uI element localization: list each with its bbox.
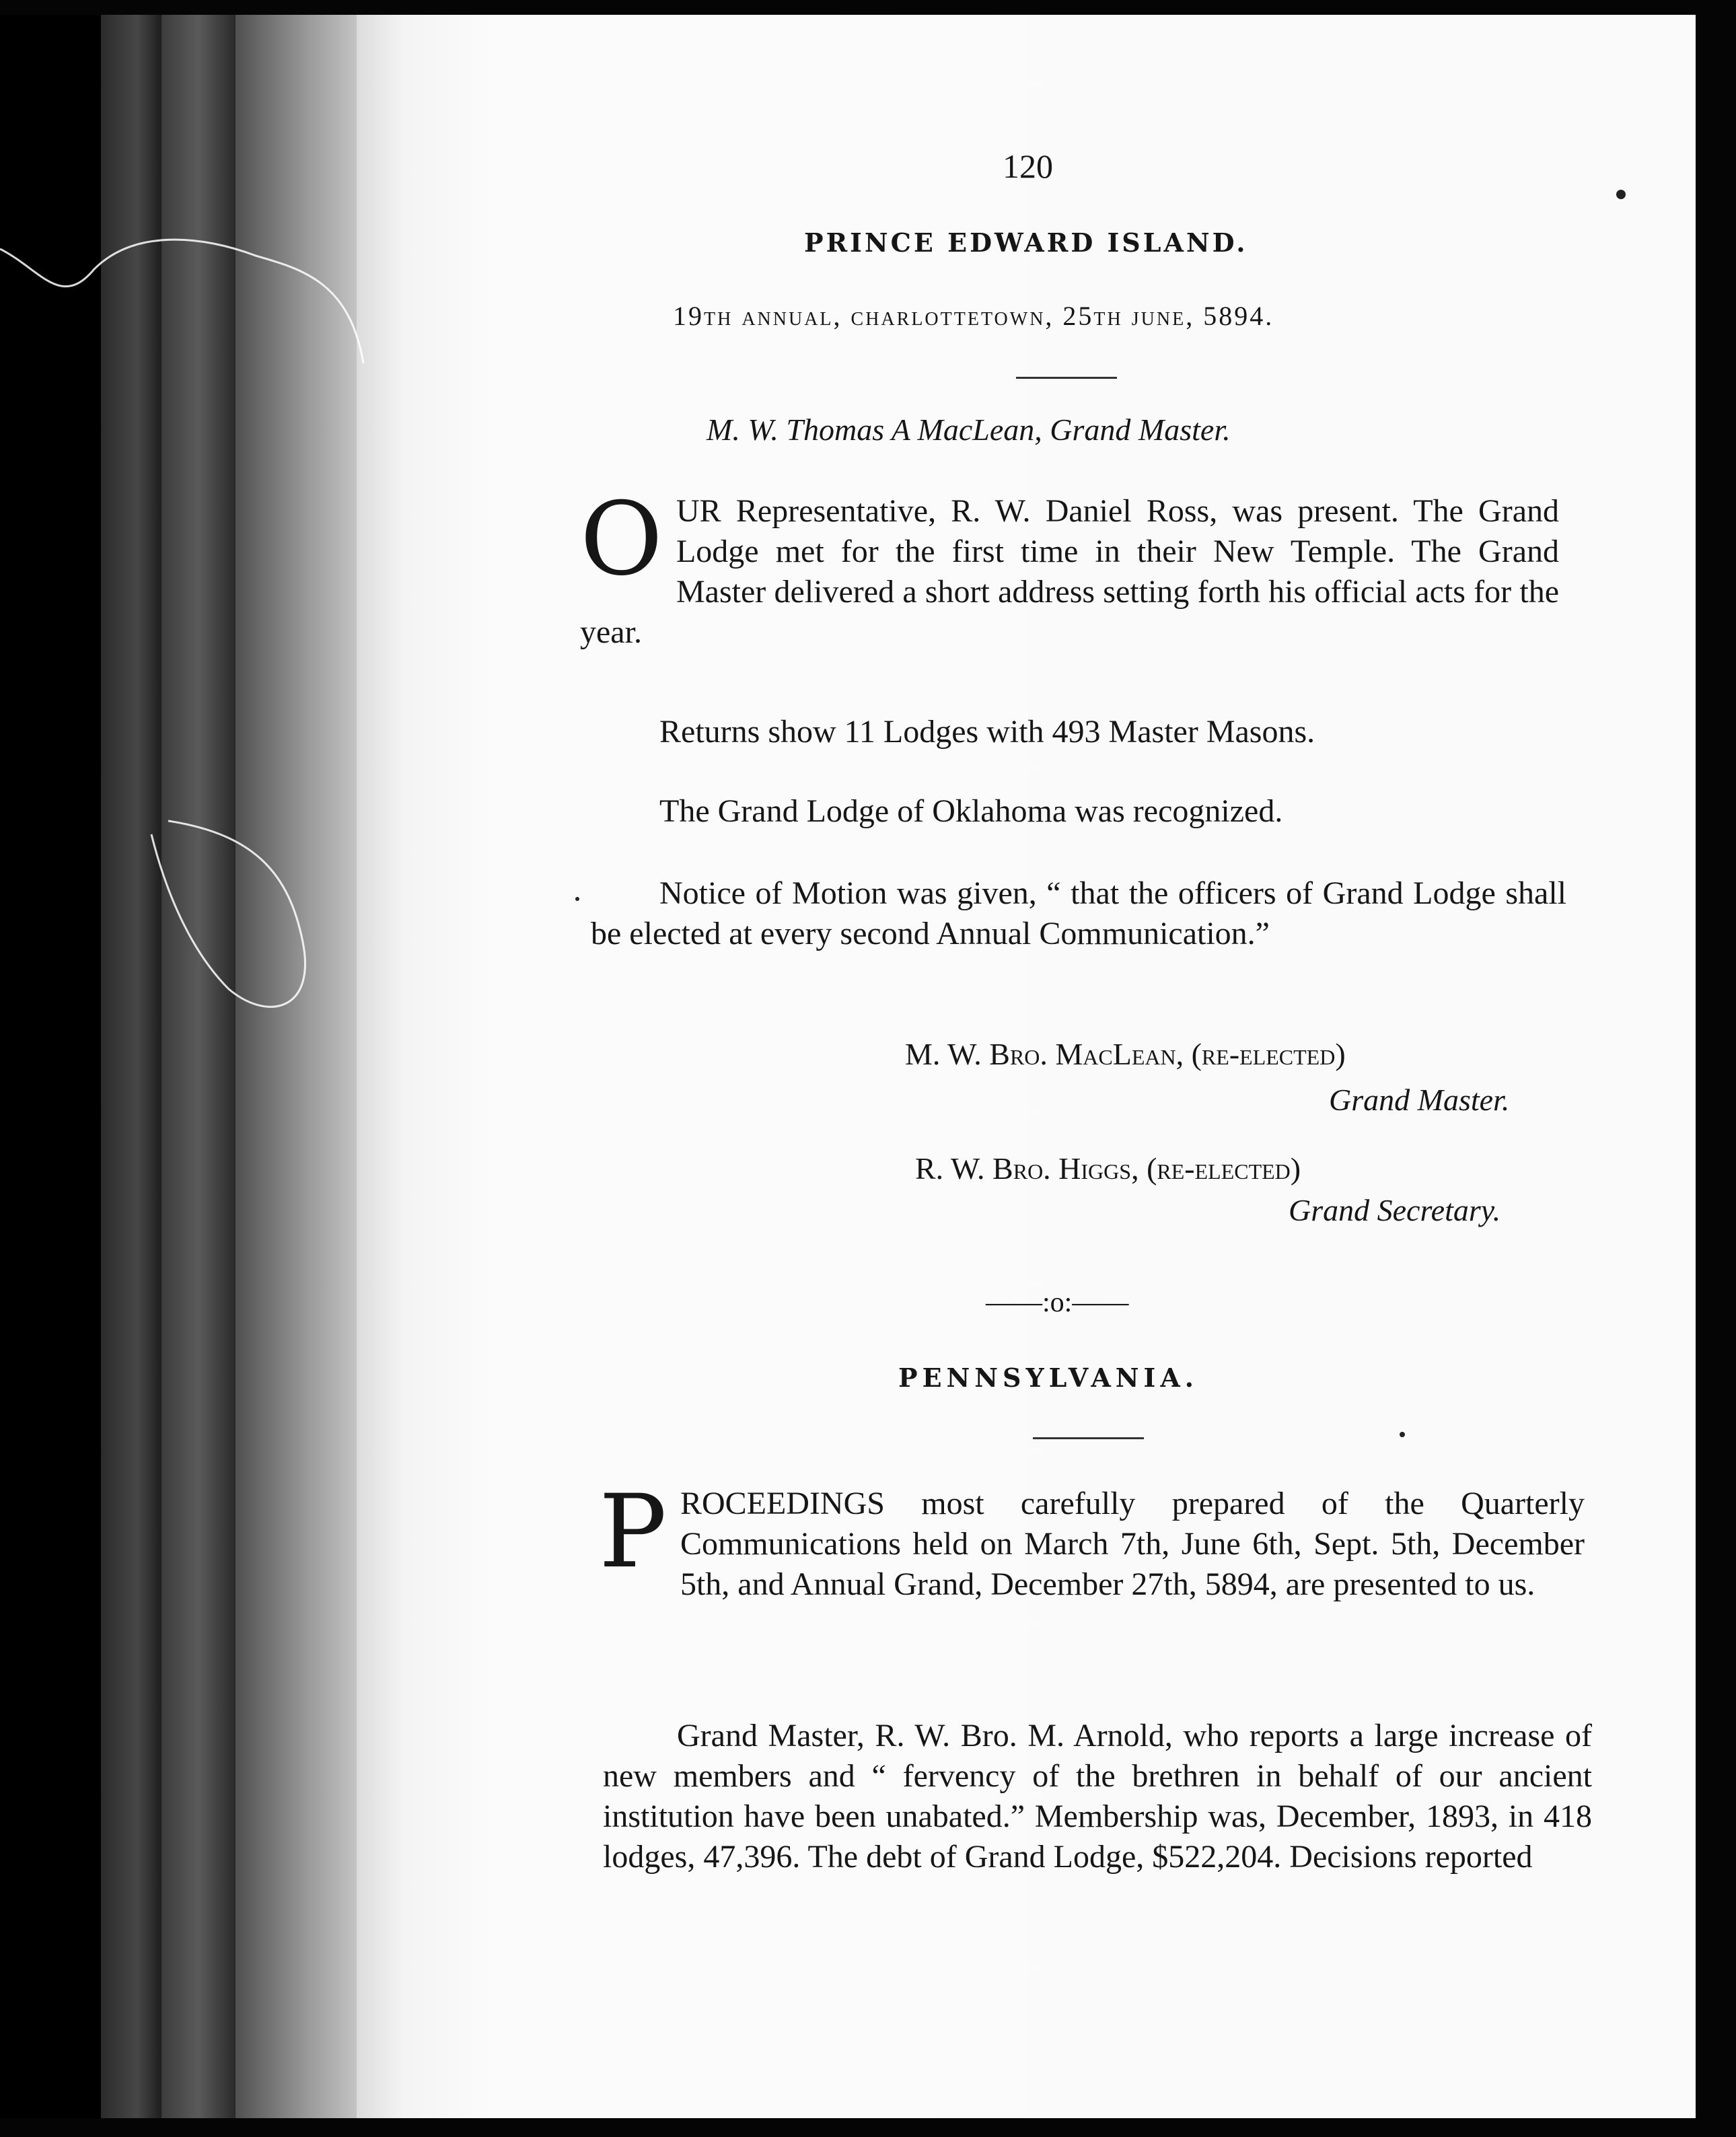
paragraph-recognition: The Grand Lodge of Oklahoma was recognized. — [659, 793, 1283, 829]
stray-thread-marks — [0, 229, 377, 1103]
short-rule — [1033, 1437, 1144, 1439]
scan-border-bottom — [0, 2118, 1736, 2137]
officer-grand-master-title: Grand Master. — [1329, 1083, 1510, 1117]
officer-grand-secretary-name: R. W. Bro. Higgs, (re-elected) — [915, 1151, 1301, 1186]
ink-speck — [1400, 1432, 1405, 1437]
dropcap-p: P — [599, 1474, 667, 1591]
paragraph-representative — [580, 481, 1559, 653]
paragraph-proceedings — [599, 1474, 1585, 1605]
paragraph-text: ROCEEDINGS most carefully prepared of the Quarterly Communications held on March 7th, June 6th, Sept. 5th, December 5th, and Annual Grand, December 27th, 5894, are presented to us. — [680, 1486, 1585, 1602]
ink-speck — [1616, 190, 1626, 199]
short-rule — [1016, 377, 1117, 379]
officer-grand-master-name: M. W. Bro. MacLean, (re-elected) — [905, 1037, 1346, 1071]
section-title-prince-edward-island: PRINCE EDWARD ISLAND. — [804, 227, 1248, 258]
grand-master-line: M. W. Thomas A MacLean, Grand Master. — [707, 412, 1231, 447]
paragraph-notice-of-motion: Notice of Motion was given, “ that the officers of Grand Lodge shall be elected at every second Annual Communication.” — [591, 875, 1566, 951]
officer-grand-secretary-title: Grand Secretary. — [1289, 1193, 1501, 1227]
ink-speck — [575, 897, 579, 901]
paragraph-grand-master-report: Grand Master, R. W. Bro. M. Arnold, who reports a large increase of new members and “ fervency of the brethren in behalf of our ancient institution have been unabated.” Membership was, December, 1893, in 418 lodges, 47,396. The debt of Grand Lodge, $522,204. Decisions reported — [603, 1718, 1592, 1875]
paragraph-returns: Returns show 11 Lodges with 493 Master Masons. — [659, 714, 1315, 750]
paragraph-text: UR Representative, R. W. Daniel Ross, was present. The Grand Lodge met for the first time in their New Temple. The Grand Master delivered a short address setting forth his official acts for the year. — [580, 493, 1559, 650]
page-number: 120 — [1003, 147, 1053, 185]
section-title-pennsylvania: PENNSYLVANIA. — [898, 1363, 1199, 1393]
scan-border-top — [0, 0, 1736, 15]
section-separator: ——:o:—— — [986, 1287, 1129, 1318]
scan-border-right — [1696, 0, 1736, 2137]
meeting-info: 19th annual, charlottetown, 25th june, 5894. — [673, 301, 1274, 331]
dropcap-o: O — [580, 481, 663, 598]
